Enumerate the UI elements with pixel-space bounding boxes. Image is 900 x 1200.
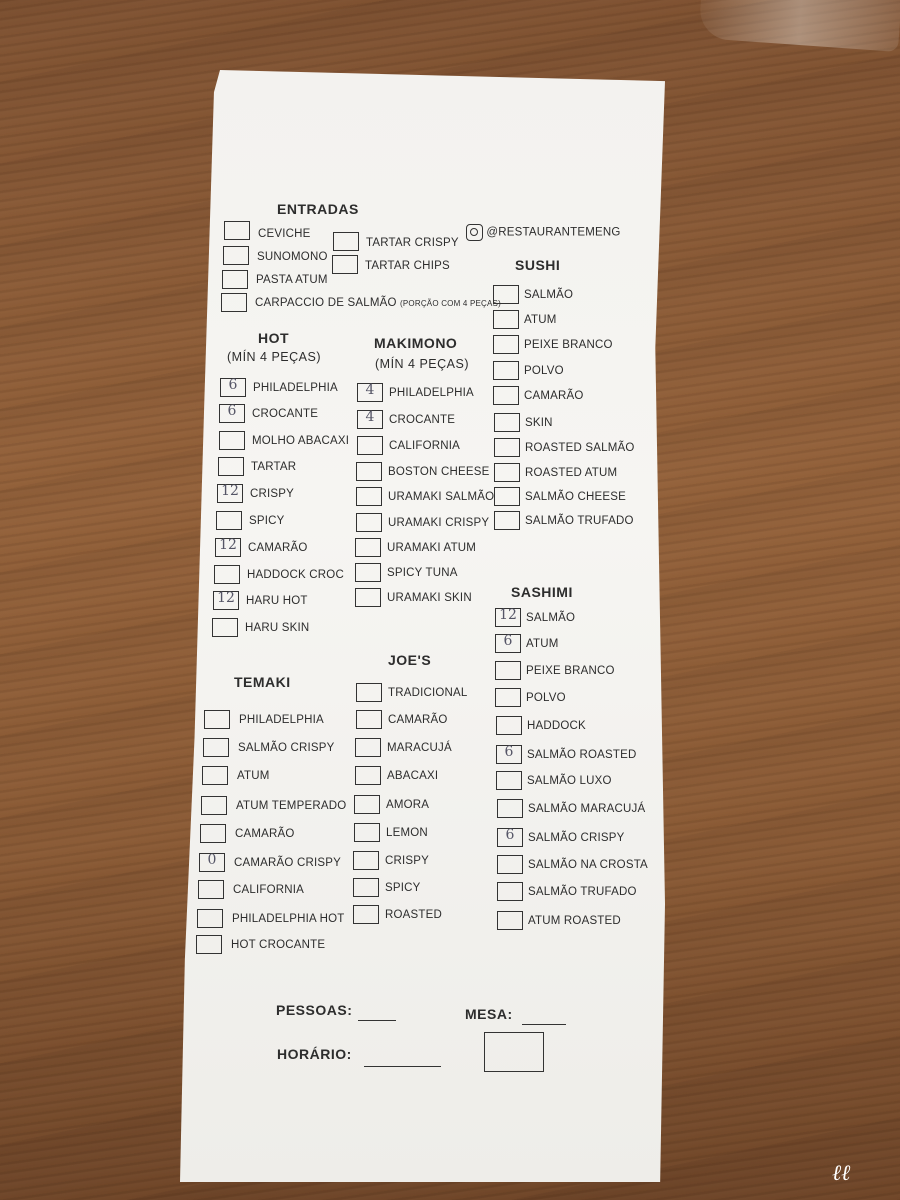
temaki-item-camarao: CAMARÃO (235, 828, 295, 840)
joes-checkbox-roasted[interactable] (353, 905, 379, 924)
hot-checkbox-haru-hot[interactable] (213, 591, 239, 610)
hot-quantity-mark: 12 (219, 537, 237, 553)
temaki-item-hot-crocante: HOT CROCANTE (231, 939, 326, 951)
sashimi-quantity-mark: 6 (503, 633, 513, 649)
temaki-checkbox-hot-crocante[interactable] (196, 935, 222, 954)
checkbox-sunomono[interactable] (223, 246, 249, 265)
makimono-item-uramaki-salmao: URAMAKI SALMÃO (388, 491, 495, 503)
joes-item-amora: AMORA (386, 799, 430, 811)
temaki-checkbox-salmao-crispy[interactable] (203, 738, 229, 757)
hot-item-camarao: CAMARÃO (248, 542, 308, 554)
sashimi-checkbox-salmao-maracuja[interactable] (497, 799, 523, 818)
temaki-checkbox-philadelphia-hot[interactable] (197, 909, 223, 928)
sashimi-checkbox-atum-roasted[interactable] (497, 911, 523, 930)
sushi-item-roasted-atum: ROASTED ATUM (525, 467, 618, 479)
hot-quantity-mark: 6 (227, 403, 237, 419)
glass-reflection (698, 0, 900, 52)
entradas-item-tartar-crispy: TARTAR CRISPY (366, 237, 459, 249)
temaki-item-atum-temperado: ATUM TEMPERADO (236, 800, 347, 812)
carpaccio-label: CARPACCIO DE SALMÃO (255, 297, 397, 309)
hot-checkbox-crispy[interactable] (217, 484, 243, 503)
sushi-checkbox-salmao-cheese[interactable] (494, 487, 520, 506)
makimono-checkbox-uramaki-atum[interactable] (355, 538, 381, 557)
makimono-item-uramaki-atum: URAMAKI ATUM (387, 542, 477, 554)
sashimi-checkbox-polvo[interactable] (495, 688, 521, 707)
sashimi-item-polvo: POLVO (526, 692, 566, 704)
horario-label: HORÁRIO: (277, 1046, 352, 1062)
hot-item-spicy: SPICY (249, 515, 285, 527)
sashimi-item-salmao-na-crosta: SALMÃO NA CROSTA (528, 859, 648, 871)
hot-item-tartar: TARTAR (251, 461, 297, 473)
sashimi-item-haddock: HADDOCK (527, 720, 586, 732)
sashimi-checkbox-salmao-trufado[interactable] (497, 882, 523, 901)
instagram-handle (466, 224, 621, 241)
sushi-checkbox-roasted-atum[interactable] (494, 463, 520, 482)
sushi-item-roasted-salmao: ROASTED SALMÃO (525, 442, 635, 454)
makimono-title: MAKIMONO (374, 335, 458, 351)
makimono-item-california: CALIFORNIA (389, 440, 461, 452)
sushi-item-salmao: SALMÃO (524, 289, 574, 301)
joes-item-camarao: CAMARÃO (388, 714, 448, 726)
makimono-checkbox-california[interactable] (357, 436, 383, 455)
makimono-subtitle: (MÍN 4 PEÇAS) (375, 357, 470, 371)
sushi-item-atum: ATUM (524, 314, 557, 326)
sashimi-checkbox-salmao-roasted[interactable] (496, 745, 522, 764)
sashimi-item-peixe-branco: PEIXE BRANCO (526, 665, 615, 677)
sushi-item-salmao-trufado: SALMÃO TRUFADO (525, 515, 634, 527)
sushi-checkbox-salmao[interactable] (493, 285, 519, 304)
makimono-checkbox-crocante[interactable] (357, 410, 383, 429)
makimono-checkbox-uramaki-salmao[interactable] (356, 487, 382, 506)
sashimi-checkbox-atum[interactable] (495, 634, 521, 653)
checkbox-ceviche[interactable] (224, 221, 250, 240)
hot-item-crispy: CRISPY (250, 488, 295, 500)
temaki-checkbox-atum-temperado[interactable] (201, 796, 227, 815)
joes-item-spicy: SPICY (385, 882, 421, 894)
makimono-item-uramaki-crispy: URAMAKI CRISPY (388, 517, 490, 529)
sashimi-quantity-mark: 6 (504, 744, 514, 760)
joes-checkbox-camarao[interactable] (356, 710, 382, 729)
temaki-checkbox-philadelphia[interactable] (204, 710, 230, 729)
joes-checkbox-abacaxi[interactable] (355, 766, 381, 785)
temaki-quantity-mark: 0 (207, 852, 217, 868)
sashimi-checkbox-salmao-crispy[interactable] (497, 828, 523, 847)
sushi-checkbox-skin[interactable] (494, 413, 520, 432)
temaki-item-camarao-crispy: CAMARÃO CRISPY (234, 857, 341, 869)
sushi-checkbox-camarao[interactable] (493, 386, 519, 405)
hot-item-haru-hot: HARU HOT (246, 595, 308, 607)
makimono-item-philadelphia: PHILADELPHIA (389, 387, 474, 399)
sushi-checkbox-atum[interactable] (493, 310, 519, 329)
hot-checkbox-camarao[interactable] (215, 538, 241, 557)
photographer-signature: ℓℓ (832, 1161, 851, 1186)
sashimi-quantity-mark: 12 (499, 607, 517, 623)
hot-checkbox-haddock-croc[interactable] (214, 565, 240, 584)
sushi-checkbox-salmao-trufado[interactable] (494, 511, 520, 530)
sashimi-item-salmao-luxo: SALMÃO LUXO (527, 775, 612, 787)
hot-title: HOT (258, 330, 290, 346)
entradas-item-pasta-atum: PASTA ATUM (256, 274, 328, 286)
sashimi-item-atum-roasted: ATUM ROASTED (528, 915, 621, 927)
hot-checkbox-tartar[interactable] (218, 457, 244, 476)
joes-item-abacaxi: ABACAXI (387, 770, 439, 782)
pessoas-field[interactable] (358, 1004, 396, 1021)
sushi-item-polvo: POLVO (524, 365, 564, 377)
temaki-title: TEMAKI (234, 674, 291, 690)
makimono-checkbox-uramaki-skin[interactable] (355, 588, 381, 607)
entradas-title: ENTRADAS (277, 201, 359, 217)
checkbox-tartar-chips[interactable] (332, 255, 358, 274)
sashimi-item-atum: ATUM (526, 638, 559, 650)
sashimi-item-salmao: SALMÃO (526, 612, 576, 624)
hot-item-haddock-croc: HADDOCK CROC (247, 569, 344, 581)
makimono-item-uramaki-skin: URAMAKI SKIN (387, 592, 472, 604)
sashimi-item-salmao-crispy: SALMÃO CRISPY (528, 832, 625, 844)
joes-item-tradicional: TRADICIONAL (388, 687, 468, 699)
temaki-item-philadelphia: PHILADELPHIA (239, 714, 324, 726)
temaki-item-atum: ATUM (237, 770, 270, 782)
makimono-checkbox-boston-cheese[interactable] (356, 462, 382, 481)
hot-checkbox-philadelphia[interactable] (220, 378, 246, 397)
hot-checkbox-haru-skin[interactable] (212, 618, 238, 637)
temaki-checkbox-camarao-crispy[interactable] (199, 853, 225, 872)
makimono-item-crocante: CROCANTE (389, 414, 456, 426)
checkbox-tartar-crispy[interactable] (333, 232, 359, 251)
hot-subtitle: (MÍN 4 PEÇAS) (227, 350, 322, 364)
makimono-quantity-mark: 4 (365, 409, 375, 425)
sashimi-checkbox-peixe-branco[interactable] (495, 661, 521, 680)
joes-item-roasted: ROASTED (385, 909, 442, 921)
makimono-checkbox-spicy-tuna[interactable] (355, 563, 381, 582)
sashimi-checkbox-haddock[interactable] (496, 716, 522, 735)
sushi-item-salmao-cheese: SALMÃO CHEESE (525, 491, 627, 503)
joes-checkbox-lemon[interactable] (354, 823, 380, 842)
joes-checkbox-tradicional[interactable] (356, 683, 382, 702)
checkbox-carpaccio[interactable] (221, 293, 247, 312)
sashimi-checkbox-salmao-na-crosta[interactable] (497, 855, 523, 874)
sushi-item-peixe-branco: PEIXE BRANCO (524, 339, 613, 351)
makimono-item-boston-cheese: BOSTON CHEESE (388, 466, 490, 478)
horario-field[interactable] (364, 1050, 441, 1067)
hot-checkbox-crocante[interactable] (219, 404, 245, 423)
joes-title: JOE'S (388, 652, 432, 668)
sashimi-checkbox-salmao-luxo[interactable] (496, 771, 522, 790)
makimono-checkbox-uramaki-crispy[interactable] (356, 513, 382, 532)
hot-item-philadelphia: PHILADELPHIA (253, 382, 338, 394)
instagram-text: @RESTAURANTEMENG (486, 226, 621, 239)
sashimi-checkbox-salmao[interactable] (495, 608, 521, 627)
makimono-checkbox-philadelphia[interactable] (357, 383, 383, 402)
joes-checkbox-crispy[interactable] (353, 851, 379, 870)
sashimi-item-salmao-trufado: SALMÃO TRUFADO (528, 886, 637, 898)
mesa-field[interactable] (522, 1008, 566, 1025)
hot-item-crocante: CROCANTE (252, 408, 319, 420)
hot-checkbox-molho-abacaxi[interactable] (219, 431, 245, 450)
temaki-checkbox-atum[interactable] (202, 766, 228, 785)
sashimi-title: SASHIMI (511, 584, 573, 600)
carpaccio-note: (PORÇÃO COM 4 PEÇAS) (400, 299, 501, 308)
temaki-checkbox-california[interactable] (198, 880, 224, 899)
instagram-icon (466, 224, 483, 241)
sushi-checkbox-roasted-salmao[interactable] (494, 438, 520, 457)
entradas-item-tartar-chips: TARTAR CHIPS (365, 260, 450, 272)
entradas-item-carpaccio (255, 297, 501, 309)
joes-checkbox-amora[interactable] (354, 795, 380, 814)
pessoas-label: PESSOAS: (276, 1002, 353, 1018)
sushi-checkbox-polvo[interactable] (493, 361, 519, 380)
hot-checkbox-spicy[interactable] (216, 511, 242, 530)
joes-item-maracuja: MARACUJÁ (387, 742, 452, 754)
joes-item-crispy: CRISPY (385, 855, 430, 867)
sushi-item-camarao: CAMARÃO (524, 390, 584, 402)
temaki-checkbox-camarao[interactable] (200, 824, 226, 843)
entradas-item-sunomono: SUNOMONO (257, 251, 328, 263)
joes-checkbox-maracuja[interactable] (355, 738, 381, 757)
sashimi-quantity-mark: 6 (505, 827, 515, 843)
sashimi-item-salmao-maracuja: SALMÃO MARACUJÁ (528, 803, 646, 815)
sushi-title: SUSHI (515, 257, 561, 273)
mesa-label: MESA: (465, 1006, 513, 1022)
hot-item-molho-abacaxi: MOLHO ABACAXI (252, 435, 350, 447)
joes-checkbox-spicy[interactable] (353, 878, 379, 897)
table-number-box[interactable] (484, 1032, 544, 1072)
sushi-checkbox-peixe-branco[interactable] (493, 335, 519, 354)
temaki-item-philadelphia-hot: PHILADELPHIA HOT (232, 913, 345, 925)
hot-quantity-mark: 12 (217, 590, 235, 606)
checkbox-pasta-atum[interactable] (222, 270, 248, 289)
hot-item-haru-skin: HARU SKIN (245, 622, 310, 634)
joes-item-lemon: LEMON (386, 827, 428, 839)
hot-quantity-mark: 12 (221, 483, 239, 499)
entradas-item-ceviche: CEVICHE (258, 228, 311, 240)
makimono-item-spicy-tuna: SPICY TUNA (387, 567, 458, 579)
temaki-item-salmao-crispy: SALMÃO CRISPY (238, 742, 335, 754)
temaki-item-california: CALIFORNIA (233, 884, 305, 896)
makimono-quantity-mark: 4 (365, 382, 375, 398)
hot-quantity-mark: 6 (228, 377, 238, 393)
sushi-item-skin: SKIN (525, 417, 553, 429)
sashimi-item-salmao-roasted: SALMÃO ROASTED (527, 749, 637, 761)
